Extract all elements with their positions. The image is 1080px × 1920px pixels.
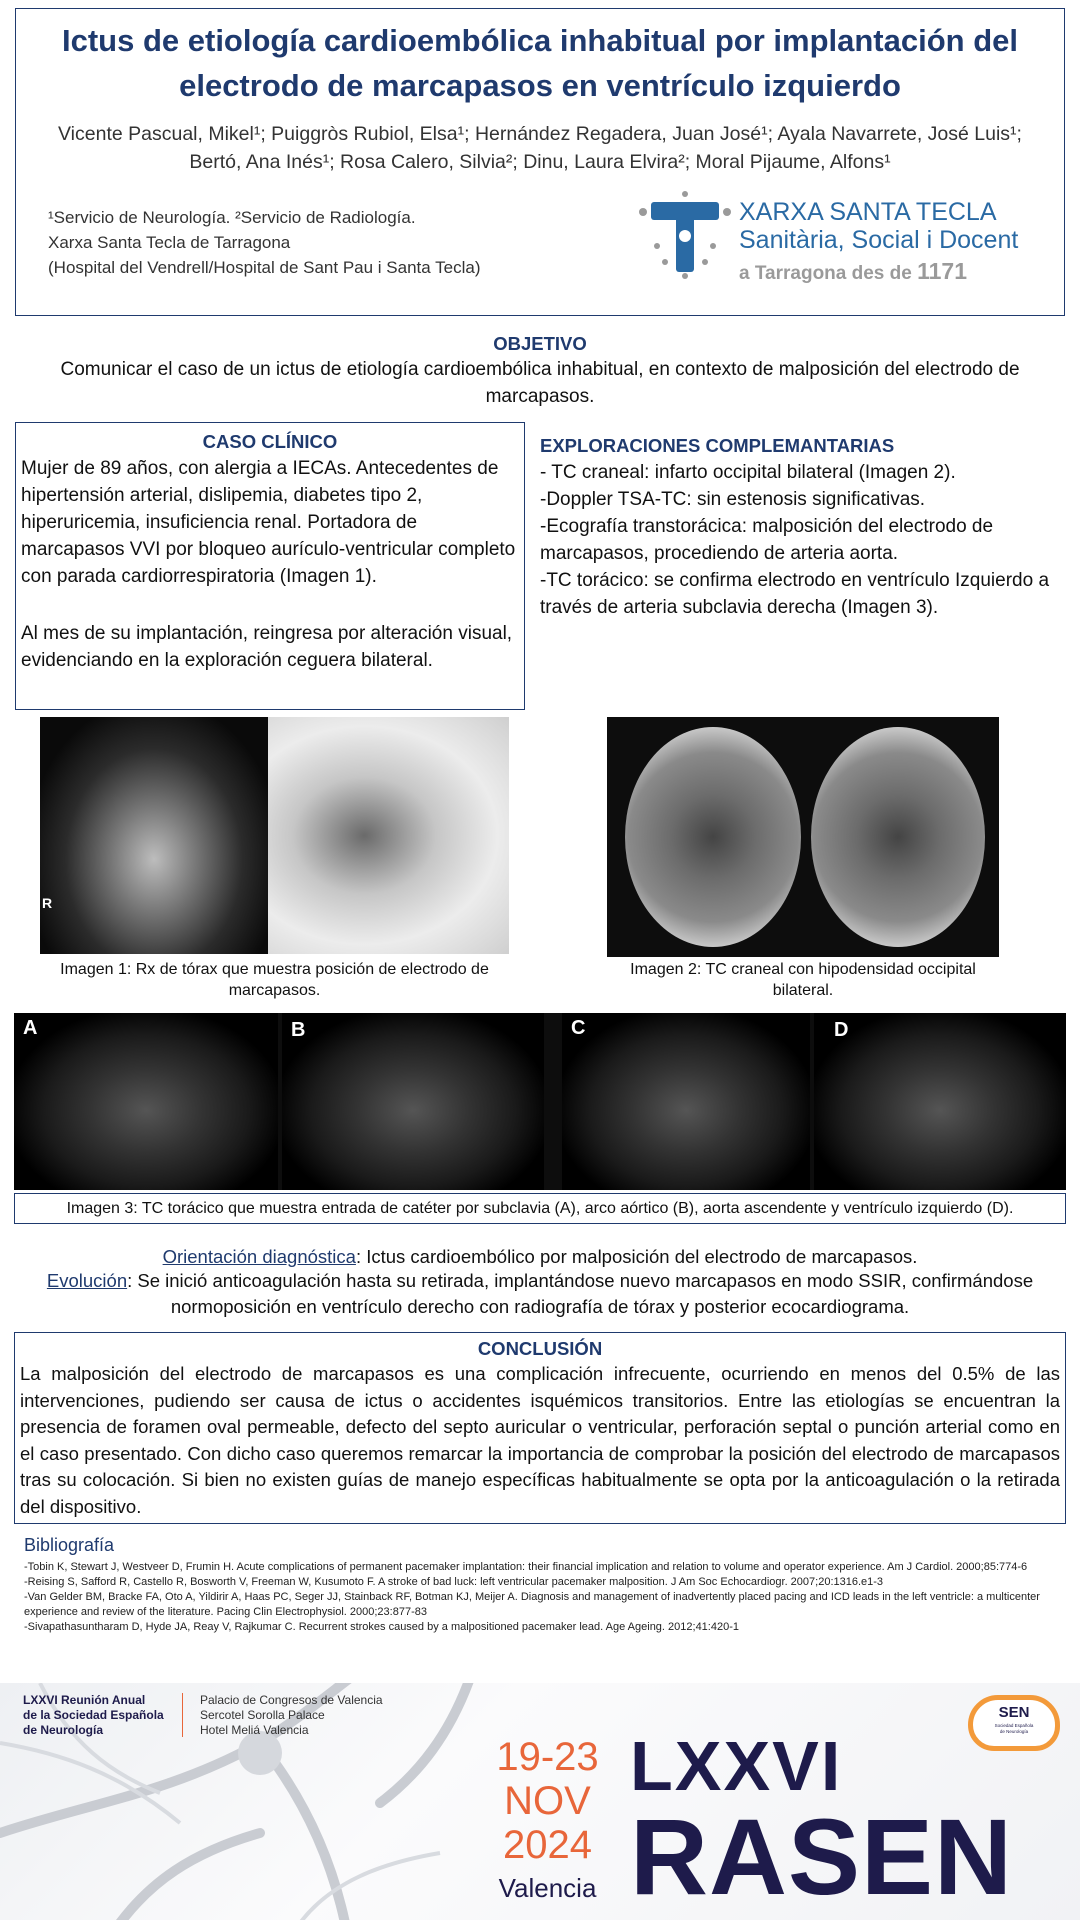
footer-venues [200,1693,383,1738]
thorax-ct-panel-d [814,1013,1066,1190]
sen-logo-sub-2: de Neurología [999,1729,1029,1734]
footer-rasen: RASEN [630,1796,1014,1917]
xray-marker: R [42,895,53,911]
evolucion-line [20,1268,1060,1320]
footer-city: Valencia [498,1873,597,1903]
footer-org-line-2: de la Sociedad Española [23,1708,164,1722]
orientacion-text: : Ictus cardioembólico por malposición del electrodo de marcapasos. [355,1246,918,1267]
logo-since-text: a Tarragona des de [739,263,912,284]
affiliations [48,205,608,280]
ct-slice-1 [625,727,801,947]
footer-date-month: NOV [504,1779,591,1823]
footer-venue-2: Sercotel Sorolla Palace [200,1708,325,1722]
objetivo-heading: OBJETIVO [493,333,587,354]
panel-label-c: C [571,1017,586,1039]
xray-frontal [40,717,268,954]
objetivo-text: Comunicar el caso de un ictus de etiología cardioembólica inhabitual, en contexto de malposición del electrodo de marcapasos. [60,359,1020,407]
ct-slice-2 [811,727,985,947]
caption-imagen-3: Imagen 3: TC torácico que muestra entrada de catéter por subclavia (A), arco aórtico (B), aorta ascendente y ventrículo izquierdo (D). [14,1193,1066,1224]
reference-item: -Van Gelder BM, Bracke FA, Oto A, Yildirir A, Haas PC, Seger JJ, Stainback RF, Botman KJ, Meijer A. Diagnosis and management of inadvertently placed pacing and ICD leads in the left ventricle: a multicenter experience and review of the literature. Pacing Clin Electrophysiol. 2000;23:877-83 [24,1591,1040,1618]
caso-clinico-heading: CASO CLÍNICO [202,431,338,452]
exploracion-item: - TC craneal: infarto occipital bilateral (Imagen 2). [540,462,956,483]
caption-imagen-1: Imagen 1: Rx de tórax que muestra posición de electrodo de marcapasos. [60,961,489,999]
orientacion-label: Orientación diagnóstica [162,1246,356,1267]
footer-org [23,1693,164,1738]
reference-item: -Reising S, Safford R, Castello R, Bosworth V, Freeman W, Kusumoto F. A stroke of bad luck: left ventricular pacemaker malposition. J Am Soc Echocardiogr. 2007;20:1316.e1-3 [24,1576,884,1588]
sen-logo-text: SEN [998,1704,1030,1721]
xray-lateral [268,717,509,954]
congress-footer [0,1683,1080,1920]
caption-imagen-2: Imagen 2: TC craneal con hipodensidad occipital bilateral. [630,961,976,999]
affiliation-line-3: (Hospital del Vendrell/Hospital de Sant Pau i Santa Tecla) [48,258,481,277]
footer-date [480,1735,615,1867]
logo-line-2: Sanitària, Social i Docent [739,226,1019,254]
footer-lxxvi: LXXVI [630,1727,843,1805]
footer-divider [182,1693,183,1737]
authors-line-2: Bertó, Ana Inés¹; Rosa Calero, Silvia²; Dinu, Laura Elvira²; Moral Pijaume, Alfons¹ [189,151,891,173]
sen-logo-sub [973,1723,1055,1735]
chest-xray-image [40,717,509,954]
logo-line-3 [739,258,967,285]
affiliation-line-1: ¹Servicio de Neurología. ²Servicio de Radiología. [48,208,416,227]
caso-clinico-p1: Mujer de 89 años, con alergia a IECAs. Antecedentes de hipertensión arterial, dislipemia, diabetes tipo 2, hiperuricemia, insuficiencia renal. Portadora de marcapasos VVI por bloqueo aurículo-ventricular completo con parada cardiorrespiratoria (Imagen 1). [21,458,516,587]
footer-date-year: 2024 [503,1823,592,1867]
footer-date-days: 19-23 [496,1735,599,1779]
thorax-ct-panel-c [562,1013,810,1190]
head-ct-image [607,717,999,957]
panel-label-b: B [291,1019,306,1041]
bibliografia-list [24,1560,1060,1635]
poster-title: Ictus de etiología cardioembólica inhabitual por implantación del electrodo de marcapasos en ventrículo izquierdo [62,23,1018,103]
logo-line-1: XARXA SANTA TECLA [739,198,997,226]
footer-venue-1: Palacio de Congresos de Valencia [200,1693,383,1707]
conclusion-heading: CONCLUSIÓN [477,1338,603,1359]
cross-icon [637,190,733,280]
exploracion-item: -TC torácico: se confirma electrodo en ventrículo Izquierdo a través de arteria subclavia derecha (Imagen 3). [540,570,1050,618]
footer-org-line-3: de Neurología [23,1723,104,1737]
affiliation-line-2: Xarxa Santa Tecla de Tarragona [48,233,291,252]
exploracion-item: -Ecografía transtorácica: malposición del electrodo de marcapasos, procediendo de arteria aorta. [540,516,994,564]
exploraciones-heading: EXPLORACIONES COMPLEMANTARIAS [540,435,895,456]
bibliografia-heading: Bibliografía [24,1535,115,1555]
thorax-ct-panel-b [282,1013,544,1190]
thorax-ct-panel-a [14,1013,278,1190]
conclusion-text: La malposición del electrodo de marcapasos es una complicación infrecuente, ocurriendo en menos del 0.5% de las intervenciones, pudiendo ser causa de ictus o accidentes isquémicos transitorios. Entre las etiologías se encuentran la presencia de foramen oval permeable, defecto del septo auricular o ventricular, perforación septal o punción arterial como en el caso presentado. Con dicho caso queremos remarcar la importancia de comprobar la posición del electrodo de marcapasos tras su colocación. Si bien no existen guías de manejo específicas habitualmente se opta por la anticoagulación o la retirada del dispositivo. [20,1363,1060,1517]
footer-venue-3: Hotel Meliá Valencia [200,1723,309,1737]
exploraciones-list [540,459,1065,621]
sen-logo-sub-1: Sociedad Española [994,1723,1034,1728]
authors-line-1: Vicente Pascual, Mikel¹; Puiggròs Rubiol, Elsa¹; Hernández Regadera, Juan José¹; Ayala Navarrete, José Luis¹; [58,123,1022,145]
reference-item: -Tobin K, Stewart J, Westveer D, Frumin H. Acute complications of permanent pacemaker implantation: their financial implication and relation to volume and operator experience. Am J Cardiol. 2000;85:774-6 [24,1561,1028,1573]
authors [25,120,1055,176]
caso-clinico-p2: Al mes de su implantación, reingresa por alteración visual, evidenciando en la exploración ceguera bilateral. [21,623,513,671]
footer-org-line-1: LXXVI Reunión Anual [23,1693,146,1707]
orientacion-line [20,1243,1060,1270]
panel-label-a: A [23,1017,38,1039]
sen-logo [968,1695,1060,1751]
thorax-ct-strip [14,1013,1066,1190]
evolucion-label: Evolución [46,1270,128,1291]
reference-item: -Sivapathasuntharam D, Hyde JA, Reay V, Rajkumar C. Recurrent strokes caused by a malpositioned pacemaker lead. Age Ageing. 2012;41:420-1 [24,1621,739,1633]
logo-year: 1171 [917,258,968,284]
exploracion-item: -Doppler TSA-TC: sin estenosis significativas. [540,489,926,510]
xarxa-santa-tecla-logo [633,188,1063,288]
evolucion-text: : Se inició anticoagulación hasta su retirada, implantándose nuevo marcapasos en modo SSIR, confirmándose normoposición en ventrículo derecho con radiografía de tórax y posterior ecocardiograma. [127,1270,1034,1317]
panel-label-d: D [834,1019,849,1041]
